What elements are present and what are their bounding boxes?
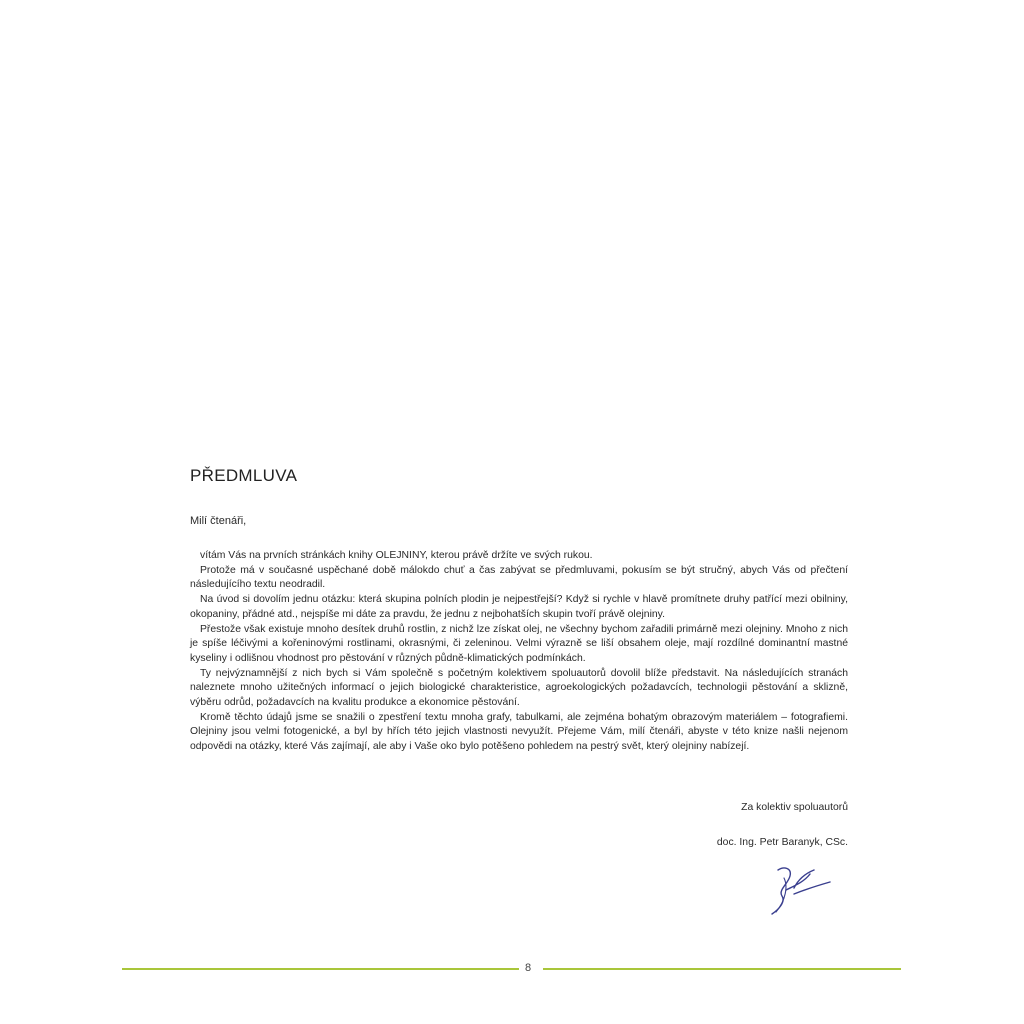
signature-icon <box>764 860 836 918</box>
paragraph: Na úvod si dovolím jednu otázku: která skupina polních plodin je nejpestřejší? Když si rychle v hlavě promítnete druhy patřící mezi obilniny, okopaniny, přádné atd., nejspíše mi dáte za pravdu, že jednu z nejbohatších skupin tvoří právě olejniny. <box>190 594 848 620</box>
paragraph: Přestože však existuje mnoho desítek druhů rostlin, z nichž lze získat olej, ne všechny bychom zařadili primárně mezi olejniny. Mnoho z nich je spíše léčivými a kořeninovými rostlinami, okrasnými, či zeleninou. Velmi výrazně se liší obsahem oleje, mají rozdílné dominantní mastné kyseliny i odlišnou vhodnost pro pěstování v různých půdně-klimatických podmínkách. <box>190 623 848 664</box>
paragraph: vítám Vás na prvních stránkách knihy OLEJNINY, kterou právě držíte ve svých rukou. <box>200 550 593 561</box>
paragraph: Protože má v současné uspěchané době málokdo chuť a čas zabývat se předmluvami, pokusím se být stručný, abych Vás od přečtení následujícího textu neodradil. <box>190 564 848 591</box>
paragraph: Kromě těchto údajů jsme se snažili o zpestření textu mnoha grafy, tabulkami, ale zejména bohatým obrazovým materiálem – fotografiemi. Olejniny jsou velmi fotogenické, a byl by hřích této jejich vlastnosti nevyužít. Přejeme Vám, milí čtenáři, abyste v této knize našli nejenom odpovědi na otázky, které Vás zajímají, ale aby i Vaše oko bylo potěšeno pohledem na pestrý svět, který olejniny nabízejí. <box>190 711 848 753</box>
footer-rule-right <box>543 968 901 970</box>
page-number: 8 <box>525 962 532 974</box>
salutation: Milí čtenáři, <box>190 515 247 527</box>
signoff: Za kolektiv spoluautorů <box>741 802 848 813</box>
preface-body <box>190 549 848 755</box>
page-title: PŘEDMLUVA <box>190 466 298 485</box>
footer-rule-left <box>122 968 519 970</box>
paragraph: Ty nejvýznamnější z nich bych si Vám společně s početným kolektivem spoluautorů dovolil blíže představit. Na následujících stranách naleznete mnoho užitečných informací o jejich biologické charakteristice, agroekologických požadavcích, technologii pěstování a sklizně, výběru odrůd, požadavcích na kvalitu produkce a ekonomice pěstování. <box>190 667 848 709</box>
author-name: doc. Ing. Petr Baranyk, CSc. <box>716 837 848 848</box>
